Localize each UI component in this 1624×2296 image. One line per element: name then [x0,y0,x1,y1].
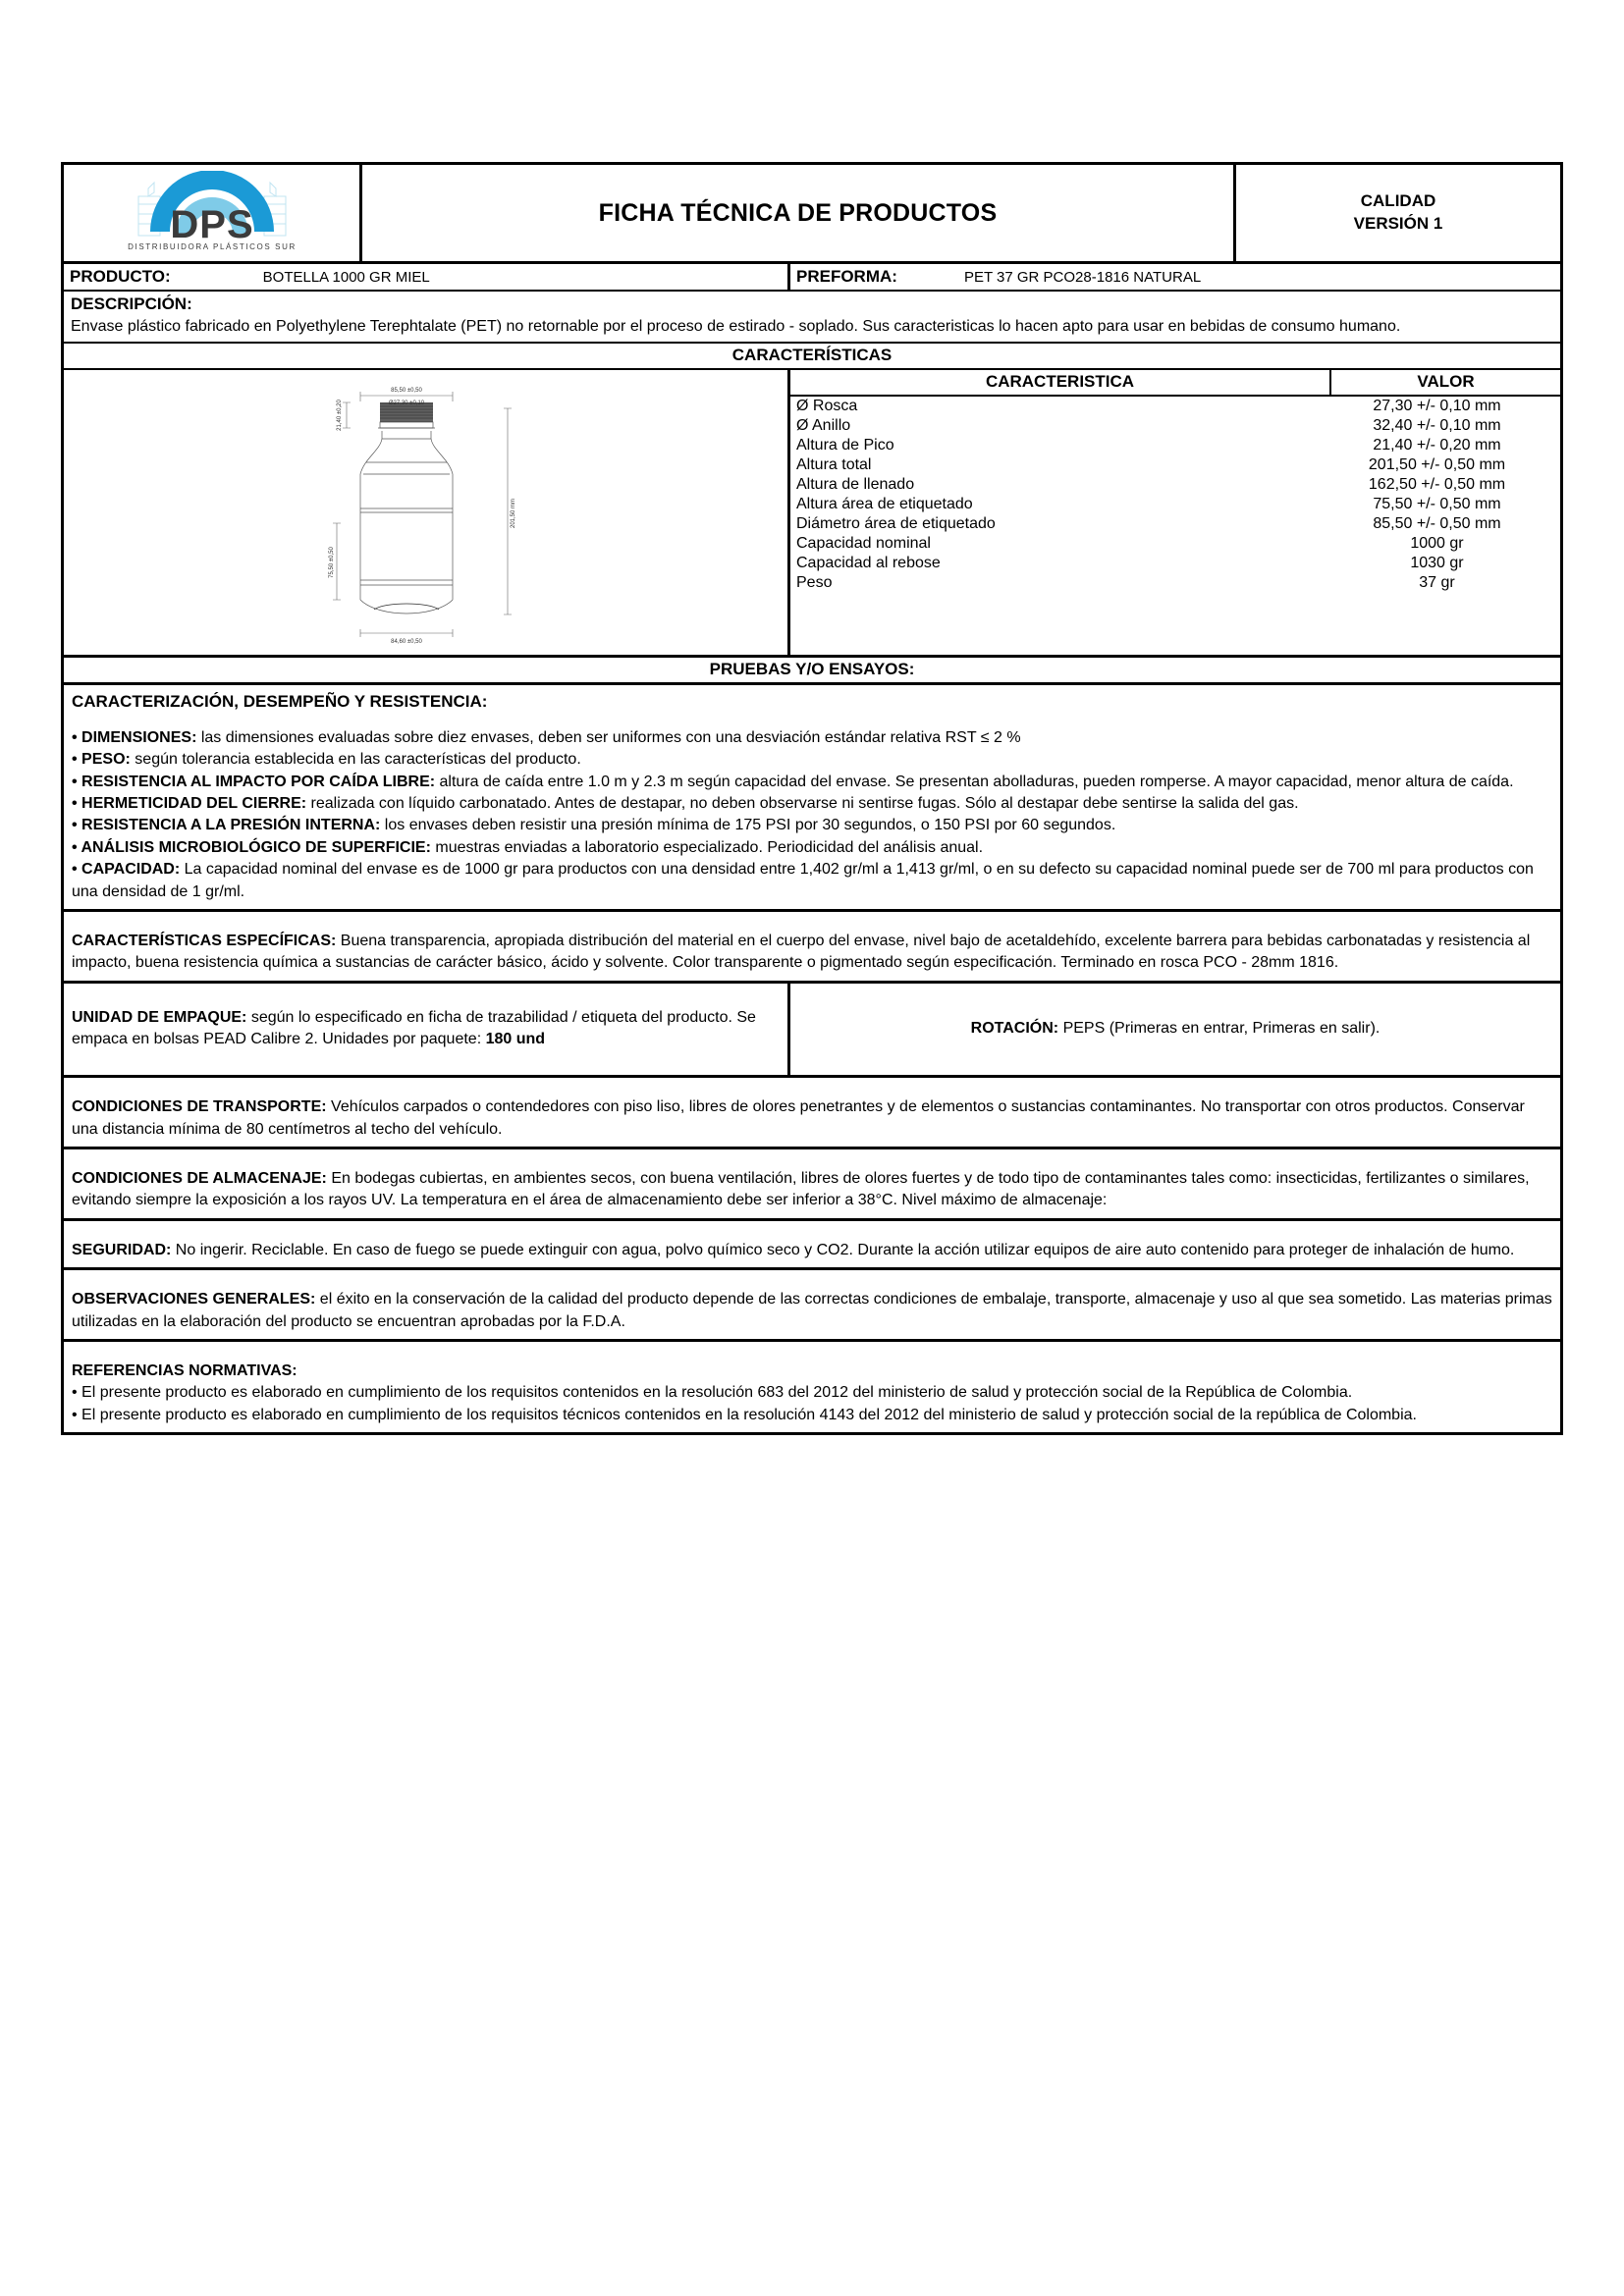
spacer [72,714,1552,727]
test-item [72,859,1552,903]
tests-row [64,685,1560,912]
storage-row [64,1149,1560,1221]
preforma-label: PREFORMA: [796,267,897,286]
packaging-row [64,984,1560,1078]
transport-text [72,1096,1552,1141]
specific-characteristics-cell [64,912,1560,981]
characteristic-value: 75,50 +/- 0,50 mm [1373,496,1501,513]
characteristics-band: CARACTERÍSTICAS [731,346,893,365]
producto-label: PRODUCTO: [70,267,171,286]
preforma-cell [790,264,1560,290]
product-row [64,264,1560,292]
characteristic-name: Capacidad al rebose [796,555,941,572]
producto-value: BOTELLA 1000 GR MIEL [262,268,430,286]
dps-logo [89,171,335,255]
test-item-label: • RESISTENCIA AL IMPACTO POR CAÍDA LIBRE: [72,773,436,790]
test-item [72,837,1552,859]
test-item-label: • ANÁLISIS MICROBIOLÓGICO DE SUPERFICIE: [72,838,431,856]
spacer [72,1226,1552,1240]
specific-characteristics-label: CARACTERÍSTICAS ESPECÍFICAS: [72,932,337,949]
transport-label: CONDICIONES DE TRANSPORTE: [72,1098,327,1116]
specific-characteristics-body: Buena transparencia, apropiada distribución del material en el cuerpo del envase, nivel bajo de acetaldehído, excelente barrera para bebidas carbonatadas y resistencia al impacto, buena resistencia química a sustancias de carácter básico, ácido y solvente. Color transparente o pigmentado según especificación. Terminado en rosca PCO - 28mm 1816. [72,932,1531,972]
company-logo-cell [64,165,362,261]
characteristic-value: 37 gr [1419,574,1455,592]
test-item-text: realizada con líquido carbonatado. Antes de destapar, no deben observarse ni sentirse fugas. Sólo al destapar debe sentirse la salida del gas. [306,794,1299,812]
transport-row [64,1078,1560,1149]
svg-text:85,50 ±0,50: 85,50 ±0,50 [390,388,422,395]
references-title: REFERENCIAS NORMATIVAS: [72,1362,298,1379]
safety-label: SEGURIDAD: [72,1241,172,1258]
quality-label: CALIDAD [1360,191,1436,211]
test-item [72,815,1552,836]
svg-text:75,50 ±0,50: 75,50 ±0,50 [328,547,335,578]
table-row [790,475,1560,495]
spacer [72,1154,1552,1168]
characteristic-name: Ø Rosca [796,398,858,415]
description-title: DESCRIPCIÓN: [71,294,192,313]
spacer [72,1083,1552,1096]
test-item-label: • CAPACIDAD: [72,861,181,879]
observations-text [72,1289,1552,1333]
observations-cell [64,1270,1560,1339]
test-item-text: La capacidad nominal del envase es de 1000 gr para productos con una densidad entre 1,402 gr/ml a 1,413 gr/ml, o en su defecto su capacidad nominal puede ser de 700 ml para productos con una densidad de 1 gr/ml. [72,861,1534,900]
storage-text [72,1168,1552,1212]
safety-cell [64,1221,1560,1267]
characteristic-name: Altura de llenado [796,476,915,494]
packaging-label: UNIDAD DE EMPAQUE: [72,1008,247,1026]
test-item-text: muestras enviadas a laboratorio especializado. Periodicidad del análisis anual. [430,838,984,856]
tests-band: PRUEBAS Y/O ENSAYOS: [709,660,915,679]
svg-text:DPS: DPS [169,203,254,246]
table-row [790,416,1560,436]
safety-body: No ingerir. Reciclable. En caso de fuego se puede extinguir con agua, polvo químico seco y CO2. Durante la acción utilizar equipos de aire auto contenido para proteger de inhalación de humo. [171,1241,1515,1258]
test-item-text: según tolerancia establecida en las características del producto. [130,751,581,769]
specific-characteristics-row [64,912,1560,984]
safety-text [72,1240,1552,1261]
characteristic-value: 201,50 +/- 0,50 mm [1368,456,1506,474]
transport-cell [64,1078,1560,1147]
characteristic-name: Altura área de etiquetado [796,496,973,513]
test-item [72,727,1552,749]
references-row [64,1342,1560,1432]
packaging-cell [64,984,790,1075]
test-item [72,793,1552,815]
observations-body: el éxito en la conservación de la calidad del producto depende de las correctas condiciones de embalaje, transporte, almacenaje y uso al que sea sometido. Las materias primas utilizadas en la elaboración del producto se encuentran aprobadas por la F.D.A. [72,1291,1552,1330]
test-item-label: • DIMENSIONES: [72,728,197,746]
characteristic-value: 162,50 +/- 0,50 mm [1368,476,1506,494]
specific-characteristics-text [72,931,1552,975]
test-item [72,772,1552,793]
test-item-label: • PESO: [72,751,131,769]
characteristic-value: 21,40 +/- 0,20 mm [1373,437,1501,454]
characteristic-name: Diámetro área de etiquetado [796,515,996,533]
characteristic-value: 27,30 +/- 0,10 mm [1373,398,1501,415]
preforma-value: PET 37 GR PCO28-1816 NATURAL [963,268,1202,286]
producto-cell [64,264,790,290]
storage-cell [64,1149,1560,1218]
characteristics-row [64,370,1560,658]
characteristic-name: Peso [796,574,833,592]
test-item-text: los envases deben resistir una presión mínima de 175 PSI por 30 segundos, o 150 PSI por 60 segundos. [380,817,1116,834]
characteristic-value: 1000 gr [1410,535,1464,553]
svg-text:21,40 ±0,20: 21,40 ±0,20 [336,400,343,431]
svg-text:84,60 ±0,50: 84,60 ±0,50 [390,639,422,646]
rotation-body: PEPS (Primeras en entrar, Primeras en salir). [1058,1020,1380,1038]
characteristics-table-header [790,370,1560,397]
svg-text:Ø27,30 ±0,10: Ø27,30 ±0,10 [388,400,424,407]
version-label: VERSIÓN 1 [1353,214,1443,233]
document-title: FICHA TÉCNICA DE PRODUCTOS [362,165,1236,261]
table-row [790,436,1560,455]
test-item [72,749,1552,771]
reference-item: • El presente producto es elaborado en cumplimiento de los requisitos técnicos contenidos en la resolución 4143 del 2012 del ministerio de salud y protección social de la república de Colombia. [72,1406,1417,1423]
spacer [72,917,1552,931]
observations-label: OBSERVACIONES GENERALES: [72,1291,316,1308]
spacer [72,1275,1552,1289]
references-cell [64,1342,1560,1432]
packaging-units: 180 und [485,1031,546,1048]
test-item-label: • RESISTENCIA A LA PRESIÓN INTERNA: [72,817,381,834]
test-item-text: altura de caída entre 1.0 m y 2.3 m según capacidad del envase. Se presentan abolladuras, pueden romperse. A mayor capacidad, menor altura de caída. [435,773,1514,790]
tests-section-title: CARACTERIZACIÓN, DESEMPEÑO Y RESISTENCIA: [72,692,488,712]
observations-row [64,1270,1560,1342]
characteristic-value: 85,50 +/- 0,50 mm [1373,515,1501,533]
packaging-text [72,1007,780,1051]
svg-text:DISTRIBUIDORA PLÁSTICOS SUR: DISTRIBUIDORA PLÁSTICOS SUR [127,242,297,251]
description-cell [64,292,1560,342]
characteristics-band-row [64,344,1560,370]
table-row [790,554,1560,573]
storage-body: En bodegas cubiertas, en ambientes secos, con buena ventilación, libres de olores fuertes y de todo tipo de contaminantes tales como: insecticidas, fertilizantes o similares, evitando siempre la exposición a los rayos UV. La temperatura en el área de almacenamiento debe ser inferior a 38°C. Nivel máximo de almacenaje: [72,1169,1530,1209]
storage-label: CONDICIONES DE ALMACENAJE: [72,1169,327,1187]
description-body: Envase plástico fabricado en Polyethylene Terephtalate (PET) no retornable por el proceso de estirado - soplado. Sus caracteristicas lo hacen apto para usar en bebidas de consumo humano. [71,317,1401,335]
table-row [790,455,1560,475]
characteristics-table [790,370,1560,655]
characteristic-value: 32,40 +/- 0,10 mm [1373,417,1501,435]
characteristic-name: Capacidad nominal [796,535,931,553]
version-cell [1236,165,1560,261]
bottle-drawing-cell [64,370,790,655]
rotation-cell [790,984,1560,1075]
column-header-characteristic: CARACTERISTICA [790,370,1331,395]
test-item-text: las dimensiones evaluadas sobre diez envases, deben ser uniformes con una desviación estándar relativa RST ≤ 2 % [196,728,1021,746]
datasheet-table [61,162,1563,1435]
tests-cell [64,685,1560,909]
safety-row [64,1221,1560,1270]
bottle-technical-drawing [264,376,588,649]
table-row [790,534,1560,554]
table-row [790,397,1560,416]
dps-logo-graphic [89,171,335,255]
reference-item: • El presente producto es elaborado en cumplimiento de los requisitos contenidos en la resolución 683 del 2012 del ministerio de salud y protección social de la República de Colombia. [72,1384,1353,1402]
characteristic-name: Altura de Pico [796,437,894,454]
bottle-drawing-graphic [264,376,588,649]
rotation-label: ROTACIÓN: [970,1020,1059,1038]
table-row [790,514,1560,534]
table-row [790,573,1560,593]
characteristic-name: Altura total [796,456,872,474]
svg-text:201,50 mm: 201,50 mm [510,499,516,529]
test-item-label: • HERMETICIDAD DEL CIERRE: [72,794,307,812]
characteristic-name: Ø Anillo [796,417,851,435]
rotation-text [971,1020,1380,1038]
table-row [790,495,1560,514]
column-header-value: VALOR [1417,372,1475,392]
packaging-body: según lo especificado en ficha de trazabilidad / etiqueta del producto. Se empaca en bolsas PEAD Calibre 2. Unidades por paquete: [72,1008,756,1048]
spacer [72,1347,1552,1361]
header-row [64,165,1560,264]
description-row [64,292,1560,344]
tests-band-row [64,658,1560,685]
characteristic-value: 1030 gr [1410,555,1464,572]
transport-body: Vehículos carpados o contendedores con piso liso, libres de olores penetrantes y de elementos o sustancias contaminantes. No transportar con otros productos. Conservar una distancia mínima de 80 centímetros al techo del vehículo. [72,1098,1525,1138]
